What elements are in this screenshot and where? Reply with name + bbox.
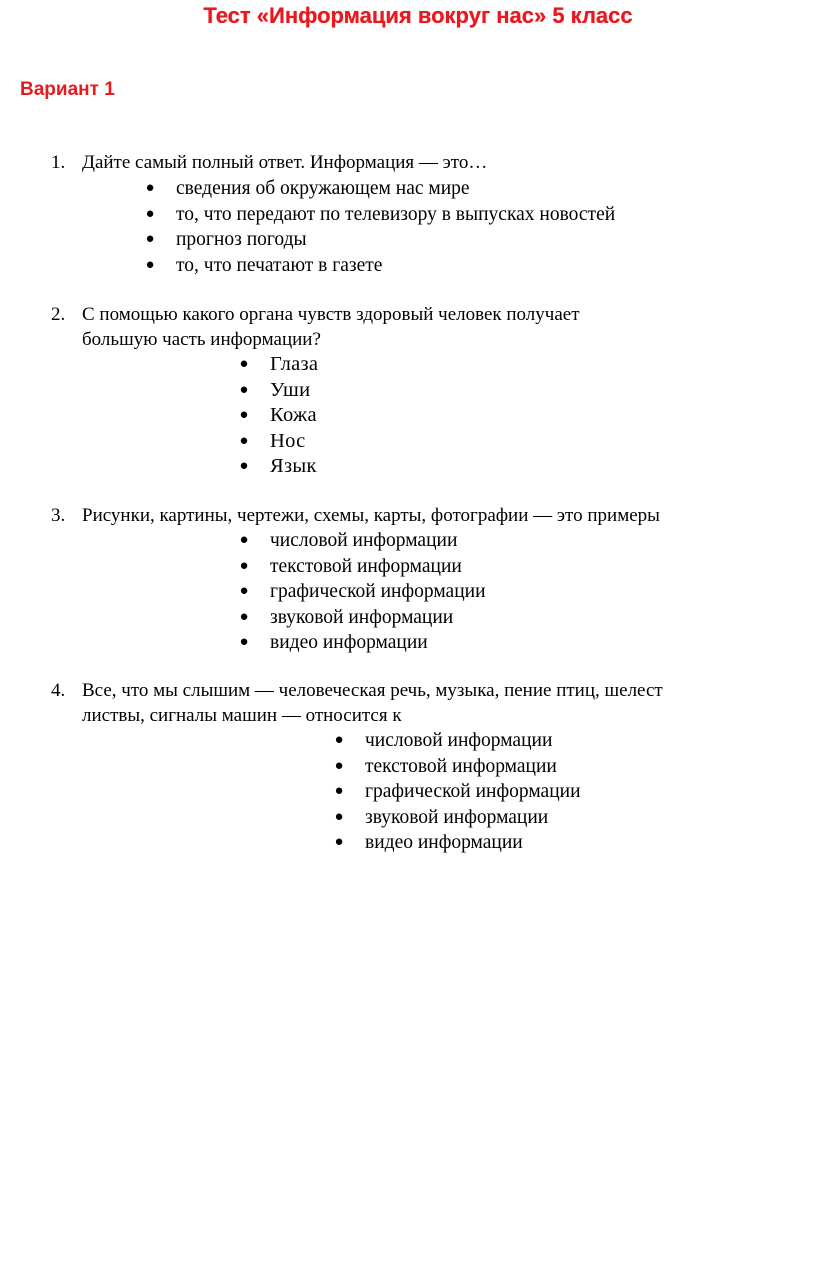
variant-heading: Вариант 1 bbox=[20, 79, 115, 100]
answer-option-label: текстовой информации bbox=[270, 555, 462, 577]
bullet-icon: ● bbox=[334, 783, 344, 799]
bullet-icon: ● bbox=[334, 834, 344, 850]
question-text: Рисунки, картины, чертежи, схемы, карты, фотографии — это примеры bbox=[82, 505, 660, 526]
document-title: Тест «Информация вокруг нас» 5 класс bbox=[203, 3, 633, 28]
answer-option-label: звуковой информации bbox=[365, 806, 549, 828]
question-number: 4. bbox=[51, 680, 66, 701]
answer-option-label: Уши bbox=[270, 378, 311, 401]
bullet-icon: ● bbox=[239, 608, 249, 625]
bullet-icon: ● bbox=[239, 432, 249, 449]
bullet-icon: ● bbox=[145, 205, 155, 222]
question-text: Дайте самый полный ответ. Информация — это… bbox=[82, 152, 488, 173]
bullet-icon: ● bbox=[334, 808, 344, 825]
bullet-icon: ● bbox=[239, 458, 249, 474]
question-text: Все, что мы слышим — человеческая речь, музыка, пение птиц, шелест листвы, сигналы машин — относится к bbox=[82, 680, 663, 726]
bullet-icon: ● bbox=[239, 557, 249, 574]
bullet-icon: ● bbox=[334, 732, 344, 748]
answer-option-label: Кожа bbox=[270, 404, 317, 426]
answer-option-label: то, что печатают в газете bbox=[176, 254, 383, 276]
bullet-icon: ● bbox=[239, 583, 249, 599]
answer-option-label: числовой информации bbox=[270, 530, 458, 551]
answer-option-label: звуковой информации bbox=[270, 606, 454, 628]
answer-option-label: то, что передают по телевизору в выпусках новостей bbox=[176, 203, 616, 225]
bullet-icon: ● bbox=[145, 256, 155, 273]
answer-option-label: графической информации bbox=[270, 581, 486, 602]
answer-option-label: видео информации bbox=[270, 632, 428, 653]
bullet-icon: ● bbox=[239, 381, 249, 398]
question-text: С помощью какого органа чувств здоровый человек получает большую часть информации? bbox=[82, 304, 580, 350]
answer-option-label: сведения об окружающем нас мире bbox=[176, 178, 470, 199]
answer-option-label: видео информации bbox=[365, 832, 523, 853]
answer-option-label: графической информации bbox=[365, 781, 581, 802]
question-number: 2. bbox=[51, 304, 66, 325]
bullet-icon: ● bbox=[145, 231, 155, 247]
bullet-icon: ● bbox=[239, 532, 249, 548]
question-number: 1. bbox=[51, 152, 66, 173]
answer-option-label: Глаза bbox=[270, 353, 319, 375]
bullet-icon: ● bbox=[239, 356, 249, 372]
bullet-icon: ● bbox=[145, 180, 155, 196]
answer-option-label: Язык bbox=[270, 455, 317, 477]
answer-option-label: числовой информации bbox=[365, 730, 553, 751]
answer-option-label: текстовой информации bbox=[365, 755, 557, 777]
question-number: 3. bbox=[51, 505, 66, 526]
answer-option-label: Нос bbox=[270, 429, 306, 452]
bullet-icon: ● bbox=[239, 634, 249, 650]
answer-option-label: прогноз погоды bbox=[176, 229, 307, 250]
bullet-icon: ● bbox=[334, 757, 344, 774]
bullet-icon: ● bbox=[239, 407, 249, 423]
